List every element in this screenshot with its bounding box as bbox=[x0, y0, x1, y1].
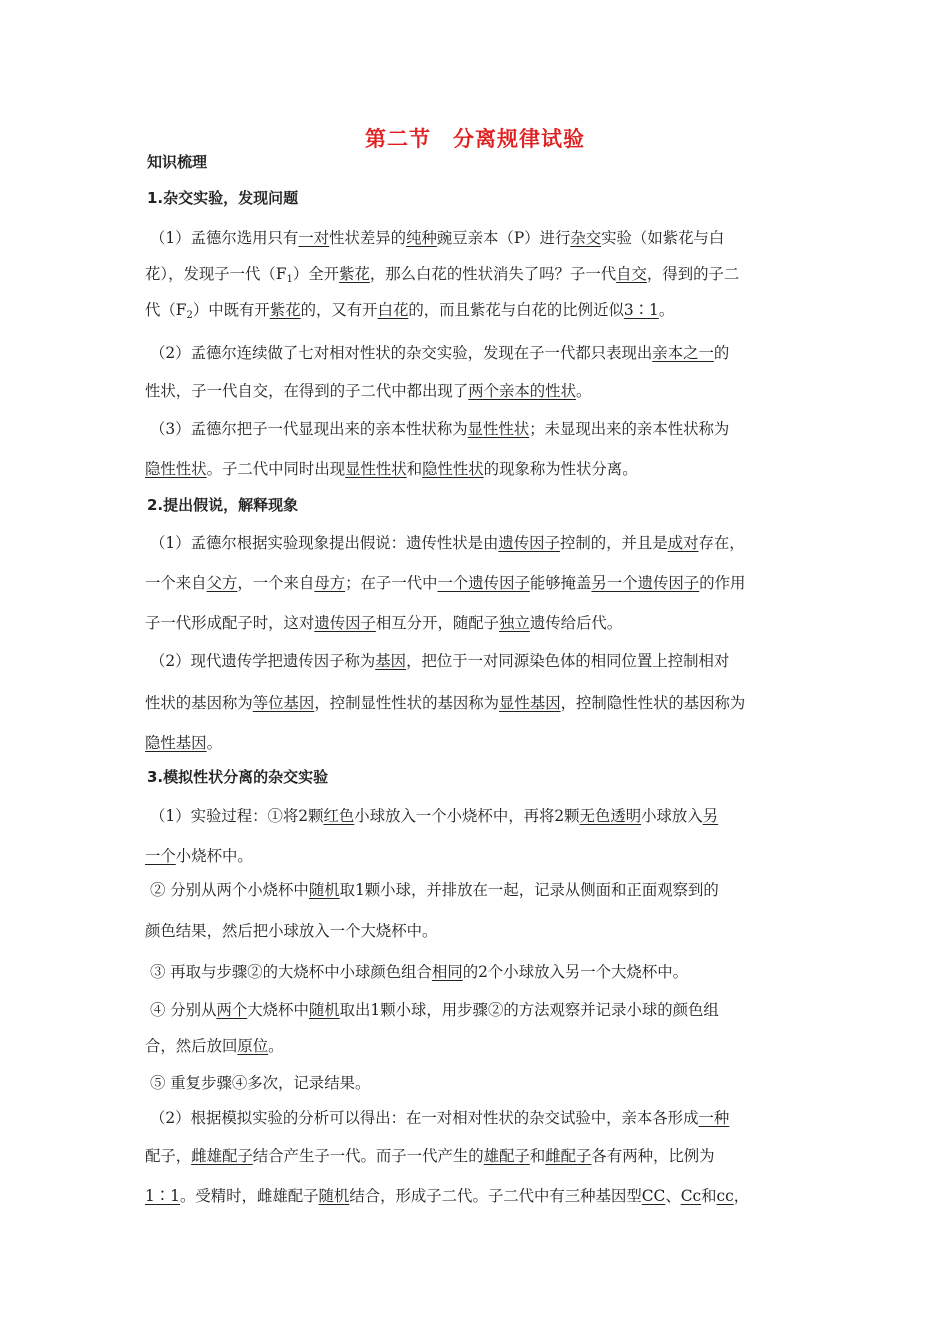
text-segment: 性状差异的 bbox=[329, 229, 407, 247]
underlined-answer: 随机 bbox=[308, 881, 340, 899]
subscript: 2 bbox=[186, 310, 193, 321]
underlined-answer: 基因 bbox=[375, 652, 407, 670]
text-segment: 的，而且紫花与白花的比例近似 bbox=[408, 301, 624, 319]
paragraph-line bbox=[150, 880, 719, 900]
text-segment: 性状的基因称为 bbox=[145, 694, 253, 712]
underlined-answer: 1∶1 bbox=[145, 1187, 180, 1205]
underlined-answer: 等位基因 bbox=[252, 694, 315, 712]
text-segment: （1）孟德尔选用只有 bbox=[150, 229, 299, 247]
paragraph-line bbox=[150, 651, 729, 671]
text-segment: 。 bbox=[575, 382, 592, 400]
text-segment: 合，然后放回 bbox=[145, 1037, 238, 1055]
text-segment: 颜色结果，然后把小球放入一个大烧杯中。 bbox=[145, 922, 438, 940]
text-segment: 和 bbox=[529, 1147, 546, 1165]
text-segment: 、 bbox=[665, 1187, 681, 1205]
text-segment: 的现象称为性状分离。 bbox=[483, 460, 638, 478]
underlined-answer: 父方 bbox=[206, 574, 238, 592]
text-segment: 。子二代中同时出现 bbox=[206, 460, 346, 478]
text-segment: ，控制隐性性状的基因称为 bbox=[560, 694, 746, 712]
paragraph-line bbox=[145, 921, 437, 941]
underlined-answer: 白花 bbox=[377, 301, 409, 319]
text-segment: 。受精时，雌雄配子 bbox=[179, 1187, 319, 1205]
text-segment: 各有两种，比例为 bbox=[591, 1147, 715, 1165]
text-segment: 代（F bbox=[145, 301, 187, 319]
underlined-answer: 成对 bbox=[667, 534, 699, 552]
underlined-answer: 显性性状 bbox=[345, 460, 407, 478]
paragraph-line bbox=[145, 1186, 749, 1206]
page-title bbox=[0, 123, 950, 153]
text-segment: 的2个小球放入另一个大烧杯中。 bbox=[462, 963, 688, 981]
underlined-answer: 原位 bbox=[237, 1037, 269, 1055]
text-segment: （2）根据模拟实验的分析可以得出：在一对相对性状的杂交试验中，亲本各形成 bbox=[150, 1109, 699, 1127]
text-segment: 花），发现子一代（F bbox=[145, 265, 287, 283]
paragraph-line bbox=[150, 1108, 729, 1128]
paragraph-line bbox=[145, 733, 222, 753]
section-title: 2.提出假说，解释现象 bbox=[147, 496, 299, 514]
paragraph-line bbox=[150, 1073, 370, 1093]
text-segment: ）全开 bbox=[292, 265, 340, 283]
paragraph-line bbox=[150, 343, 729, 363]
underlined-answer: 遗传因子 bbox=[498, 534, 560, 552]
underlined-answer: 亲本之一 bbox=[652, 344, 714, 362]
text-segment: 和 bbox=[406, 460, 423, 478]
paragraph-line bbox=[145, 1146, 715, 1166]
text-segment: 实验（如紫花与白 bbox=[601, 229, 725, 247]
text-segment: 子一代形成配子时，这对 bbox=[145, 614, 315, 632]
underlined-answer: 雌配子 bbox=[545, 1147, 592, 1165]
paragraph-line bbox=[145, 846, 253, 866]
text-segment: 大烧杯中 bbox=[247, 1001, 309, 1019]
text-segment: （2）孟德尔连续做了七对相对性状的杂交实验，发现在子一代都只表现出 bbox=[150, 344, 653, 362]
underlined-answer: 遗传因子 bbox=[314, 614, 376, 632]
underlined-answer: 隐性性状 bbox=[422, 460, 484, 478]
text-segment: 结合，形成子二代。子二代中有三种基因型 bbox=[349, 1187, 642, 1205]
text-segment: 一个来自 bbox=[145, 574, 207, 592]
text-segment: 小烧杯中。 bbox=[175, 847, 253, 865]
text-segment: 配子， bbox=[145, 1147, 192, 1165]
text-segment: 相互分开，随配子 bbox=[375, 614, 500, 632]
underlined-answer: Cc bbox=[680, 1187, 702, 1205]
text-segment: 。 bbox=[206, 734, 222, 752]
underlined-answer: 纯种 bbox=[406, 229, 437, 247]
paragraph-line bbox=[150, 962, 688, 982]
heading: 知识梳理 bbox=[147, 153, 208, 171]
underlined-answer: 杂交 bbox=[570, 229, 602, 247]
paragraph-line bbox=[150, 228, 724, 248]
underlined-answer: 独立 bbox=[499, 614, 530, 632]
underlined-answer: 红色 bbox=[323, 807, 355, 825]
text-segment: （3）孟德尔把子一代显现出来的亲本性状称为 bbox=[150, 420, 468, 438]
paragraph-line bbox=[145, 693, 745, 713]
text-segment: ）中既有开 bbox=[192, 301, 270, 319]
underlined-answer: 母方 bbox=[314, 574, 346, 592]
underlined-answer: 隐性性状 bbox=[145, 460, 207, 478]
paragraph-line bbox=[145, 613, 622, 633]
text-segment: 。 bbox=[658, 301, 675, 319]
text-segment: ；未显现出来的亲本性状称为 bbox=[529, 420, 730, 438]
paragraph-line bbox=[150, 419, 729, 439]
underlined-answer: 显性基因 bbox=[499, 694, 561, 712]
text-segment: 小球放入 bbox=[641, 807, 703, 825]
text-segment: （1）实验过程：①将2颗 bbox=[150, 807, 324, 825]
underlined-answer: 两个亲本的性状 bbox=[468, 382, 576, 400]
section-title: 1.杂交实验，发现问题 bbox=[147, 189, 299, 207]
text-segment: （1）孟德尔根据实验现象提出假说：遗传性状是由 bbox=[150, 534, 499, 552]
underlined-answer: 一个 bbox=[145, 847, 176, 865]
title-text: 第二节 分离规律试验 bbox=[365, 127, 585, 151]
text-segment: 结合产生子一代。而子一代产生的 bbox=[252, 1147, 484, 1165]
text-segment: ，得到的子二 bbox=[646, 265, 740, 283]
paragraph-line bbox=[150, 806, 718, 826]
underlined-answer: cc bbox=[716, 1187, 734, 1205]
paragraph-line bbox=[145, 300, 674, 326]
underlined-answer: 一个遗传因子 bbox=[437, 574, 530, 592]
underlined-answer: 随机 bbox=[308, 1001, 340, 1019]
underlined-answer: 无色透明 bbox=[579, 807, 642, 825]
text-segment: ， bbox=[733, 1187, 750, 1205]
paragraph-line bbox=[150, 1000, 719, 1020]
underlined-answer: 两个 bbox=[216, 1001, 248, 1019]
section-title: 3.模拟性状分离的杂交实验 bbox=[147, 768, 329, 786]
text-segment: 控制的，并且是 bbox=[559, 534, 668, 552]
underlined-answer: 隐性基因 bbox=[145, 734, 207, 752]
text-segment: 的 bbox=[713, 344, 730, 362]
underlined-answer: 紫花 bbox=[269, 301, 301, 319]
underlined-answer: 一对 bbox=[298, 229, 330, 247]
text-segment: 小球放入一个小烧杯中，再将2颗 bbox=[354, 807, 580, 825]
text-segment: 存在， bbox=[698, 534, 745, 552]
paragraph-line bbox=[145, 1036, 284, 1056]
underlined-answer: 3∶1 bbox=[623, 301, 659, 319]
underlined-answer: 显性性状 bbox=[467, 420, 530, 438]
text-segment: ；在子一代中 bbox=[345, 574, 438, 592]
paragraph-line bbox=[145, 264, 739, 290]
text-segment: ② 分别从两个小烧杯中 bbox=[150, 881, 309, 899]
paragraph-line bbox=[145, 573, 745, 593]
text-segment: 的，又有开 bbox=[300, 301, 378, 319]
text-segment: （2）现代遗传学把遗传因子称为 bbox=[150, 652, 376, 670]
text-segment: ，控制显性性状的基因称为 bbox=[314, 694, 500, 712]
paragraph-line bbox=[150, 533, 745, 553]
text-segment: ，一个来自 bbox=[237, 574, 315, 592]
underlined-answer: 相同 bbox=[431, 963, 463, 981]
underlined-answer: 自交 bbox=[616, 265, 647, 283]
paragraph-line bbox=[145, 381, 591, 401]
underlined-answer: 随机 bbox=[318, 1187, 350, 1205]
text-segment: ⑤ 重复步骤④多次，记录结果。 bbox=[150, 1074, 371, 1092]
text-segment: 能够掩盖 bbox=[529, 574, 592, 592]
text-segment: 取1颗小球，并排放在一起，记录从侧面和正面观察到的 bbox=[339, 881, 719, 899]
underlined-answer: 紫花 bbox=[339, 265, 370, 283]
text-segment: ③ 再取与步骤②的大烧杯中小球颜色组合 bbox=[150, 963, 432, 981]
text-segment: 的作用 bbox=[699, 574, 746, 592]
text-segment: ，那么白花的性状消失了吗？子一代 bbox=[369, 265, 617, 283]
text-segment: 豌豆亲本（P）进行 bbox=[436, 229, 571, 247]
text-segment: ④ 分别从 bbox=[150, 1001, 217, 1019]
text-segment: 和 bbox=[701, 1187, 717, 1205]
text-segment: 性状，子一代自交，在得到的子二代中都出现了 bbox=[145, 382, 469, 400]
underlined-answer: 一种 bbox=[698, 1109, 730, 1127]
underlined-answer: 另一个遗传因子 bbox=[591, 574, 700, 592]
underlined-answer: CC bbox=[641, 1187, 666, 1205]
underlined-answer: 另 bbox=[702, 807, 719, 825]
text-segment: 取出1颗小球，用步骤②的方法观察并记录小球的颜色组 bbox=[339, 1001, 719, 1019]
text-segment: 。 bbox=[268, 1037, 284, 1055]
subscript: 1 bbox=[286, 274, 293, 285]
underlined-answer: 雄配子 bbox=[483, 1147, 530, 1165]
underlined-answer: 雌雄配子 bbox=[191, 1147, 253, 1165]
paragraph-line bbox=[145, 459, 638, 479]
text-segment: 遗传给后代。 bbox=[529, 614, 623, 632]
text-segment: ，把位于一对同源染色体的相同位置上控制相对 bbox=[406, 652, 730, 670]
